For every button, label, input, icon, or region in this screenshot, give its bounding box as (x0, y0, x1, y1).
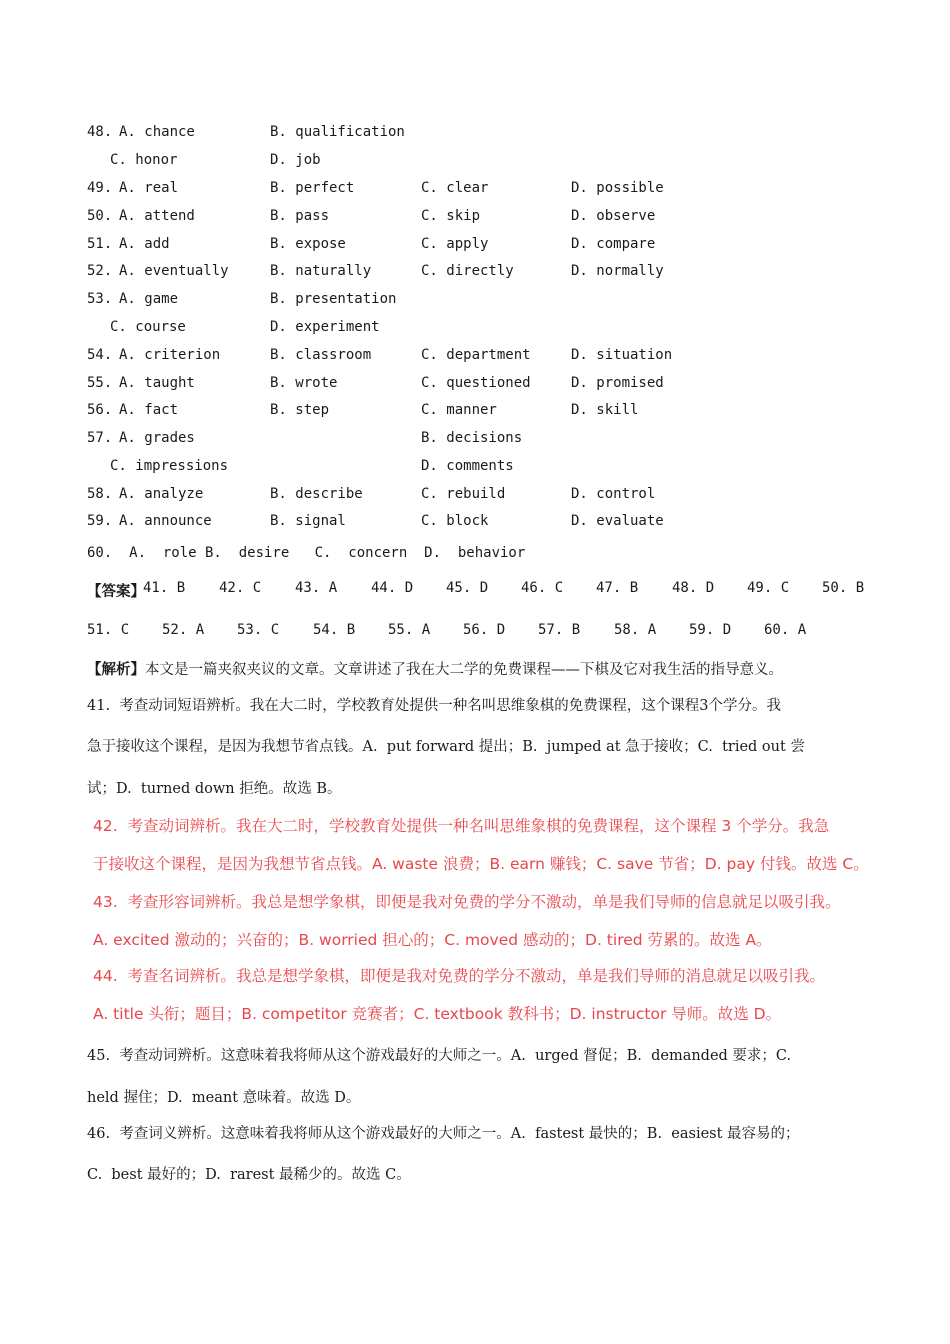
option-d: D. control (571, 486, 656, 502)
explanation-42-line-1: 42. 考查动词辨析。我在大二时，学校教育处提供一种名叫思维象棋的免费课程，这个课程 3 个学分。我急 (93, 817, 830, 835)
answer-label: 【答案】 (87, 583, 145, 600)
option-b: B. decisions (421, 430, 523, 446)
explanation-43-line-2: A. excited 激动的；兴奋的；B. worried 担心的；C. moved 感动的；D. tired 劳累的。故选 A。 (93, 931, 772, 949)
answer-item: 52. A (162, 622, 205, 638)
question-number: 52. (87, 263, 113, 279)
answer-item: 53. C (237, 622, 280, 638)
option-a: A. criterion (119, 347, 221, 363)
option-a: A. eventually (119, 263, 229, 279)
answer-item: 45. D (446, 580, 489, 596)
option-b: B. qualification (270, 124, 405, 140)
answer-item: 47. B (596, 580, 639, 596)
option-b: B. expose (270, 236, 346, 252)
option-c: C. clear (421, 180, 489, 196)
option-b: B. presentation (270, 291, 397, 307)
answer-item: 46. C (521, 580, 564, 596)
option-b: B. signal (270, 513, 346, 529)
answer-item: 42. C (219, 580, 262, 596)
answer-item: 50. B (822, 580, 865, 596)
answer-key-row-1 (87, 580, 887, 600)
explanation-44-line-1: 44. 考查名词辨析。我总是想学象棋，即便是我对免费的学分不激动，单是我们导师的消息就足以吸引我。 (93, 967, 826, 985)
answer-item: 60. A (764, 622, 807, 638)
option-d: D. normally (571, 263, 664, 279)
explanation-41-line-1: 41. 考查动词短语辨析。我在大二时，学校教育处提供一种名叫思维象棋的免费课程，这个课程3个学分。我 (87, 698, 781, 714)
explanation-41-line-3: 试；D. turned down 拒绝。故选 B。 (87, 781, 342, 797)
answer-item: 59. D (689, 622, 732, 638)
answer-item: 41. B (143, 580, 186, 596)
option-d: D. situation (571, 347, 673, 363)
option-b: B. classroom (270, 347, 372, 363)
option-d: D. evaluate (571, 513, 664, 529)
question-60-row: 60. A. role B. desire C. concern D. behavior (87, 545, 526, 561)
option-b: B. wrote (270, 375, 338, 391)
option-d: D. comments (421, 458, 514, 474)
option-c: C. rebuild (421, 486, 506, 502)
option-a: A. real (119, 180, 179, 196)
option-d: D. promised (571, 375, 664, 391)
answer-item: 58. A (614, 622, 657, 638)
question-number: 55. (87, 375, 113, 391)
option-b: B. describe (270, 486, 363, 502)
option-a: A. analyze (119, 486, 204, 502)
option-c: C. skip (421, 208, 481, 224)
option-c: C. department (421, 347, 531, 363)
option-c: C. manner (421, 402, 497, 418)
answer-item: 51. C (87, 622, 130, 638)
answer-item: 43. A (295, 580, 338, 596)
explanation-45-line-2: held 握住；D. meant 意味着。故选 D。 (87, 1090, 361, 1106)
option-c: C. directly (421, 263, 514, 279)
option-b: B. naturally (270, 263, 372, 279)
question-number: 48. (87, 124, 113, 140)
option-a: A. chance (119, 124, 195, 140)
answer-item: 54. B (313, 622, 356, 638)
analysis-label: 【解析】 (87, 661, 145, 678)
option-d: D. skill (571, 402, 639, 418)
option-a: A. add (119, 236, 170, 252)
question-number: 53. (87, 291, 113, 307)
explanation-46-line-1: 46. 考查词义辨析。这意味着我将师从这个游戏最好的大师之一。A. fastest 最快的；B. easiest 最容易的； (87, 1126, 800, 1142)
option-a: A. game (119, 291, 179, 307)
option-d: D. compare (571, 236, 656, 252)
question-number: 54. (87, 347, 113, 363)
option-d: D. job (270, 152, 321, 168)
option-d: D. experiment (270, 319, 380, 335)
option-a: A. grades (119, 430, 195, 446)
explanation-45-line-1: 45. 考查动词辨析。这意味着我将师从这个游戏最好的大师之一。A. urged 督促；B. demanded 要求；C. (87, 1048, 792, 1064)
answer-item: 49. C (747, 580, 790, 596)
question-number: 50. (87, 208, 113, 224)
option-c: C. honor (110, 152, 178, 168)
option-a: A. fact (119, 402, 179, 418)
question-number: 49. (87, 180, 113, 196)
option-d: D. possible (571, 180, 664, 196)
option-c: C. impressions (110, 458, 229, 474)
explanation-46-line-2: C. best 最好的；D. rarest 最稀少的。故选 C。 (87, 1167, 411, 1183)
explanation-44-line-2: A. title 头衔；题目；B. competitor 竞赛者；C. textbook 教科书；D. instructor 导师。故选 D。 (93, 1005, 782, 1023)
option-d: D. observe (571, 208, 656, 224)
option-c: C. course (110, 319, 186, 335)
analysis-intro-text: 本文是一篇夹叙夹议的文章。文章讲述了我在大二学的免费课程——下棋及它对我生活的指导意义。 (145, 662, 783, 678)
answer-item: 56. D (463, 622, 506, 638)
explanation-42-line-2: 于接收这个课程，是因为我想节省点钱。A. waste 浪费；B. earn 赚钱；C. save 节省；D. pay 付钱。故选 C。 (93, 855, 869, 873)
question-number: 56. (87, 402, 113, 418)
answer-item: 48. D (672, 580, 715, 596)
question-number: 58. (87, 486, 113, 502)
answer-key-row-2 (87, 622, 887, 642)
answer-item: 55. A (388, 622, 431, 638)
option-a: A. attend (119, 208, 195, 224)
answer-item: 57. B (538, 622, 581, 638)
question-number: 57. (87, 430, 113, 446)
analysis-intro (87, 658, 783, 679)
option-b: B. step (270, 402, 330, 418)
option-b: B. pass (270, 208, 330, 224)
option-c: C. apply (421, 236, 489, 252)
explanation-41-line-2: 急于接收这个课程，是因为我想节省点钱。A. put forward 提出；B. jumped at 急于接收；C. tried out 尝 (87, 739, 805, 755)
option-c: C. questioned (421, 375, 531, 391)
option-b: B. perfect (270, 180, 355, 196)
question-number: 59. (87, 513, 113, 529)
option-a: A. taught (119, 375, 195, 391)
explanation-43-line-1: 43. 考查形容词辨析。我总是想学象棋，即便是我对免费的学分不激动，单是我们导师的信息就足以吸引我。 (93, 893, 841, 911)
option-c: C. block (421, 513, 489, 529)
option-a: A. announce (119, 513, 212, 529)
question-number: 51. (87, 236, 113, 252)
answer-item: 44. D (371, 580, 414, 596)
